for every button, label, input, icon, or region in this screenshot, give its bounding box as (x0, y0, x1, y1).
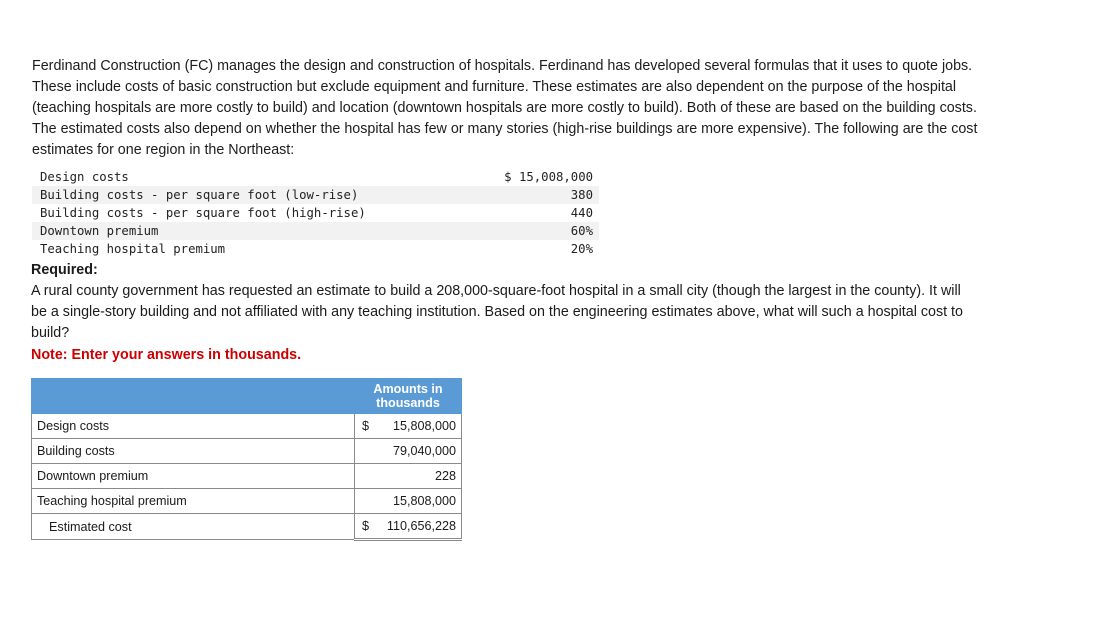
amount-value: 110,656,228 (386, 519, 456, 533)
amount-value: 15,808,000 (392, 494, 456, 508)
required-heading: Required: (31, 262, 98, 278)
problem-intro-text: Ferdinand Construction (FC) manages the design and construction of hospitals. Ferdinand has developed several formulas that it uses to quote jobs. These include costs of basic construction but exclude equipment and furniture. These estimates are also dependent on the purpose of the hospital (teaching hospitals are more costly to build) and location (downtown hospitals are more costly to build). Both of these are based on the building costs. The estimated costs also depend on whether the hospital has few or many stories (high-rise buildings are more expensive). The following are the cost estimates for one region in the Northeast: (32, 58, 978, 158)
answer-table-header-blank (32, 379, 355, 414)
amount-value: 79,040,000 (392, 444, 456, 458)
answer-header-line2: thousands (376, 396, 440, 410)
answer-row-teaching-hospital-premium (32, 489, 462, 514)
answer-row-downtown-premium (32, 464, 462, 489)
amount-value: 228 (434, 469, 456, 483)
currency-symbol: $ (362, 519, 370, 533)
answer-row-label: Estimated cost (32, 514, 355, 540)
answer-header-line1: Amounts in (373, 382, 443, 396)
answer-row-amount-teaching-premium[interactable] (355, 489, 462, 514)
answer-row-amount-building-costs[interactable] (355, 439, 462, 464)
answer-row-amount-downtown-premium[interactable] (355, 464, 462, 489)
answer-row-building-costs (32, 439, 462, 464)
answer-note: Note: Enter your answers in thousands. (31, 347, 302, 363)
answer-row-label: Downtown premium (32, 464, 355, 489)
cost-estimate-label: Design costs (40, 170, 129, 184)
answer-table (31, 378, 462, 541)
cost-estimate-label: Teaching hospital premium (40, 242, 226, 256)
cost-estimate-label: Downtown premium (32, 222, 467, 240)
answer-table-header-row (32, 379, 462, 414)
required-section (31, 260, 979, 366)
cost-estimate-row (32, 204, 599, 222)
cost-estimates-table (32, 168, 599, 258)
answer-row-estimated-cost (32, 514, 462, 540)
cost-estimate-value: 440 (570, 206, 593, 220)
cost-estimate-label: Building costs - per square foot (high-rise) (40, 206, 366, 220)
answer-table-header-amounts (355, 379, 462, 414)
cost-estimate-row (32, 168, 599, 186)
currency-symbol: $ (362, 419, 370, 433)
cost-estimate-row (32, 240, 599, 258)
cost-estimate-row (32, 222, 599, 240)
answer-row-label: Building costs (32, 439, 355, 464)
cost-estimate-value: $ 15,008,000 (504, 170, 593, 184)
cost-estimate-row (32, 186, 599, 204)
cost-estimate-value: 380 (467, 186, 599, 204)
cost-estimate-label: Building costs - per square foot (low-rise) (32, 186, 467, 204)
answer-row-amount-estimated-cost[interactable] (355, 514, 462, 540)
required-body-text: A rural county government has requested an estimate to build a 208,000-square-foot hospital in a small city (though the largest in the county). It will be a single-story building and not affiliated with any teaching institution. Based on the engineering estimates above, what will such a hospital cost to build? (31, 283, 963, 341)
cost-estimate-value: 60% (467, 222, 599, 240)
cost-estimate-value: 20% (570, 242, 593, 256)
answer-row-amount-design-costs[interactable] (355, 414, 462, 439)
amount-value: 15,808,000 (392, 419, 456, 433)
answer-row-label: Teaching hospital premium (32, 489, 355, 514)
answer-row-design-costs (32, 414, 462, 439)
answer-row-label: Design costs (32, 414, 355, 439)
